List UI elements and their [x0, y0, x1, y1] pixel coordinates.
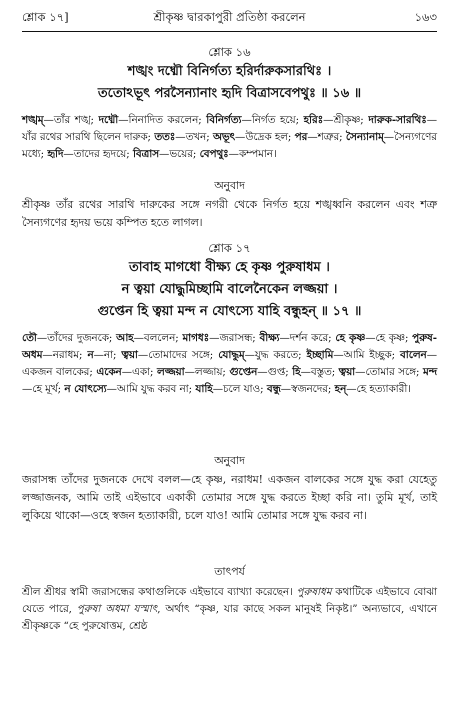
- verse-16-line-1: শঙ্খং দধ্মৌ বিনির্গত্য হরির্দারুকসারথিঃ ।: [127, 64, 332, 79]
- synonym-meaning: —চলে যাও;: [212, 383, 267, 395]
- verse-17-line-3: গুপ্তেন হি ত্বয়া মন্দ ন যোৎস্যে যাহি বন্ধুহন্ ॥ ১৭ ॥: [97, 304, 362, 319]
- synonym-meaning: —একা;: [121, 366, 158, 378]
- synonym-meaning: —নির্গত হয়ে;: [241, 114, 304, 126]
- header-chapter-title: শ্রীকৃষ্ণ দ্বারকাপুরী প্রতিষ্ঠা করলেন: [153, 10, 306, 24]
- synonym-meaning: —বললেন;: [133, 332, 183, 344]
- synonym-word: হে কৃষ্ণ: [335, 332, 366, 344]
- synonym-word: বিনির্গত্য: [206, 114, 242, 126]
- synonym-word: হন্: [334, 383, 347, 395]
- synonym-meaning: —লজ্জায়;: [184, 366, 230, 378]
- synonym-meaning: —হে হত্যাকারী।: [346, 383, 411, 395]
- verse-16-line-2: ততোঽভূৎ পরসৈন্যানাং হৃদি বিত্রাসবেপথুঃ ॥ ১৬ ॥: [97, 86, 362, 101]
- verse-17-translation-heading: অনুবাদ: [214, 454, 245, 467]
- synonym-word: তৌ: [22, 332, 37, 344]
- synonym-meaning: —তোমার সঙ্গে;: [355, 366, 424, 378]
- synonym-word: বালেন: [400, 349, 427, 361]
- verse-17-heading: শ্লোক ১৭: [208, 241, 251, 255]
- synonym-meaning: —যাঁর রথের সারথি ছিলেন দারুক;: [22, 114, 437, 143]
- synonym-meaning: —আমি যুদ্ধ করব না;: [106, 383, 196, 395]
- synonym-word: ন যোৎস্যে: [64, 383, 107, 395]
- synonym-meaning: —বস্তুত;: [300, 366, 339, 378]
- synonym-meaning: —দর্শন করে;: [279, 332, 336, 344]
- synonym-word: বন্ধু: [266, 383, 281, 395]
- synonym-word: মন্দ: [423, 366, 438, 378]
- verse-17-line-2: ন ত্বয়া যোদ্ধুমিচ্ছামি বালেনৈকেন লজ্জয়া ।: [121, 282, 338, 297]
- synonym-meaning: —উদ্রেক হল;: [235, 131, 295, 143]
- synonym-meaning: —তাদের হৃদয়ে;: [63, 148, 133, 160]
- synonym-word: ত্বয়া: [121, 349, 138, 361]
- synonym-meaning: —তোমাদের সঙ্গে;: [137, 349, 219, 361]
- synonym-word: পর: [294, 131, 308, 143]
- synonym-word: গুপ্তেন: [229, 366, 258, 378]
- synonym-word: শঙ্খম্: [22, 114, 44, 126]
- purport-heading: তাৎপর্য: [214, 565, 245, 578]
- synonym-meaning: —শ্রীকৃষ্ণ;: [323, 114, 369, 126]
- synonym-word: অভূৎ: [212, 131, 236, 143]
- synonym-word: বীক্ষ্য: [259, 332, 280, 344]
- synonym-word: বেপথুঃ: [199, 148, 229, 160]
- synonym-word: দধ্মৌ: [98, 114, 119, 126]
- synonym-meaning: —তখন;: [175, 131, 213, 143]
- synonym-meaning: —নরাধম;: [42, 349, 88, 361]
- verse-16-translation-heading: অনুবাদ: [214, 179, 245, 192]
- synonym-word: লজ্জয়া: [157, 366, 185, 378]
- synonym-meaning: —একজন বালকের;: [22, 349, 438, 378]
- synonym-word: হৃদি: [47, 148, 64, 160]
- synonym-meaning: —নিনাদিত করলেন;: [118, 114, 207, 126]
- synonym-meaning: —হে মূর্খ;: [22, 383, 65, 395]
- purport-text-run: কথাটিকে এইভাবে বোঝা যেতে পারে,: [22, 586, 437, 615]
- synonym-word: যোদ্ধুম্: [218, 349, 245, 361]
- verse-16-translation: শ্রীকৃষ্ণ তাঁর রথের সারথি দারুকের সঙ্গে নগরী থেকে নির্গত হয়ে শঙ্খধ্বনি করলেন এবং শত্রু সৈন্যগণের হৃদয় ভয়ে কম্পিত হতে লাগল।: [22, 198, 437, 229]
- synonym-meaning: —যুদ্ধ করতে;: [244, 349, 307, 361]
- synonym-meaning: —হে কৃষ্ণ;: [365, 332, 413, 344]
- synonym-meaning: —আমি ইচ্ছুক;: [333, 349, 401, 361]
- synonym-meaning: —তাঁর শঙ্খ;: [43, 114, 99, 126]
- purport-text: [22, 584, 437, 635]
- running-header: [22, 8, 437, 26]
- synonym-word: সৈন্যানাম্: [345, 131, 384, 143]
- synonym-meaning: —সৈন্যগণের মধ্যে;: [22, 131, 437, 160]
- purport-italic-phrase: পুরুষাধম: [296, 586, 332, 598]
- purport-italic-phrase: পুরুষা অধমা যস্মাৎ: [76, 603, 158, 615]
- synonym-meaning: —না;: [93, 349, 122, 361]
- header-verse-ref: শ্লোক ১৭]: [22, 10, 69, 24]
- page-number: ১৬৩: [414, 10, 437, 24]
- synonym-meaning: —ভয়ের;: [159, 148, 200, 160]
- verse-17-translation: জরাসন্ধ তাঁদের দুজনকে দেখে বলল—হে কৃষ্ণ, নরাধম! একজন বালকের সঙ্গে যুদ্ধ করা যেহেতু লজ্জাজনক, আমি তাই এইভাবে একাকী তোমার সঙ্গে যুদ্ধ করতে ইচ্ছা করি না। তুমি মূর্খ, তাই লুকিয়ে থাকো—ওহে স্বজন হত্যাকারী, চলে যাও! আমি তোমার সঙ্গে যুদ্ধ করব না।: [22, 473, 437, 522]
- synonym-meaning: —স্বজনদের;: [280, 383, 335, 395]
- synonym-meaning: —কম্পমান।: [228, 148, 277, 160]
- synonym-meaning: —জরাসন্ধ;: [209, 332, 260, 344]
- purport-text-run: , অর্থাৎ “কৃষ্ণ, যার কাছে সকল মানুষই নিকৃষ্ট।” অন্যভাবে, এখানে শ্রীকৃষ্ণকে “হে পুরুষোত্তম, শ্রেষ্ঠ: [22, 603, 437, 632]
- header-divider: [22, 31, 437, 32]
- synonym-word: পুরুষ-অধম: [22, 332, 438, 361]
- synonym-word: হরিঃ: [303, 114, 324, 126]
- synonym-meaning: —তাঁদের দুজনকে;: [36, 332, 117, 344]
- synonym-word: মাগধঃ: [182, 332, 210, 344]
- verse-17-synonyms: [22, 330, 437, 398]
- synonym-word: একেন: [96, 366, 122, 378]
- verse-17-line-1: তাবাহ মাগধো বীক্ষ্য হে কৃষ্ণ পুরুষাধম ।: [129, 260, 330, 275]
- verse-16-synonyms: [22, 112, 437, 163]
- verse-16-heading: শ্লোক ১৬: [208, 45, 251, 59]
- synonym-word: আহ: [116, 332, 134, 344]
- purport-text-run: শ্রীল শ্রীধর স্বামী জরাসন্ধের কথাগুলিকে এইভাবে ব্যাখ্যা করেছেন।: [22, 586, 297, 598]
- synonym-word: যাহি: [195, 383, 213, 395]
- synonym-word: দারুক-সারথিঃ: [368, 114, 427, 126]
- synonym-meaning: —শত্রুর;: [307, 131, 346, 143]
- synonym-word: ততঃ: [154, 131, 176, 143]
- synonym-meaning: —গুপ্ত;: [257, 366, 293, 378]
- synonym-word: ইচ্ছামি: [306, 349, 334, 361]
- synonym-word: বিত্রাস: [132, 148, 160, 160]
- synonym-word: ন: [87, 349, 94, 361]
- synonym-word: হি: [292, 366, 301, 378]
- synonym-word: ত্বয়া: [338, 366, 356, 378]
